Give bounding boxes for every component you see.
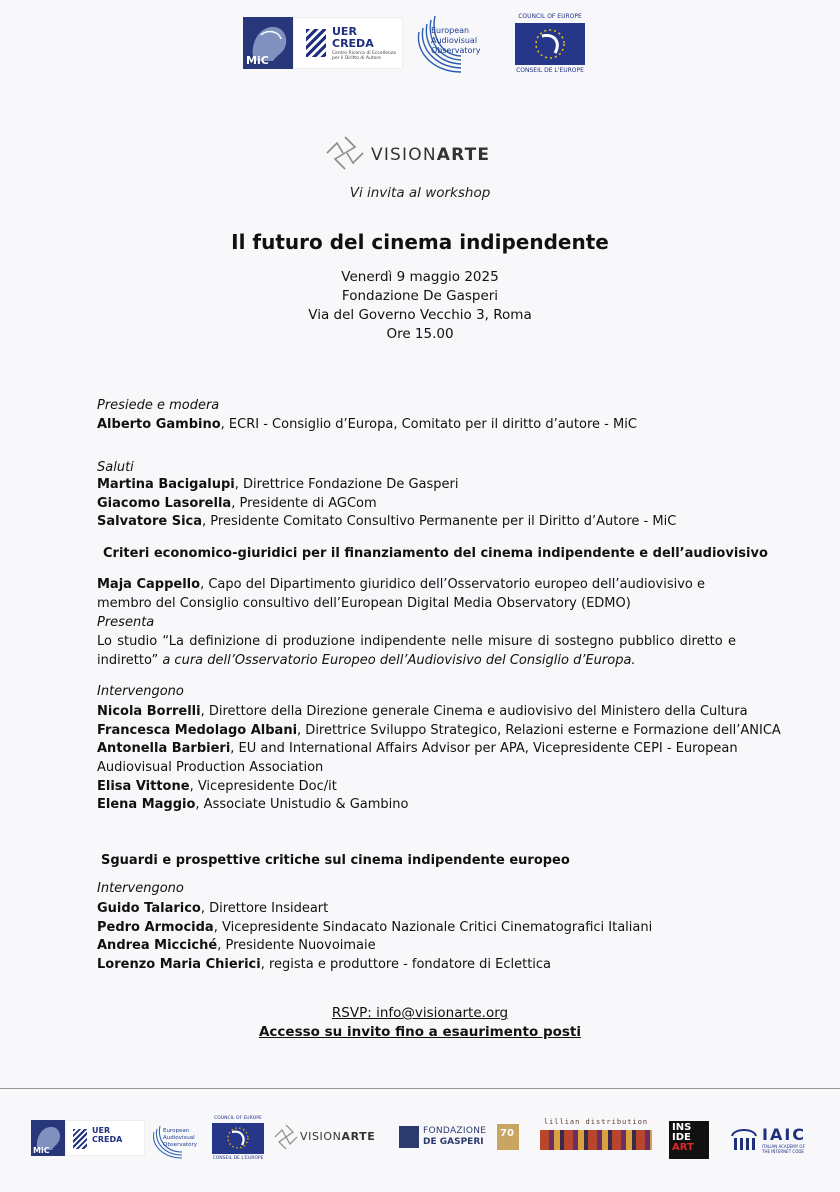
session2-title: Sguardi e prospettive critiche sul cinema indipendente europeo <box>101 853 570 868</box>
session1-speakers-label: Intervengono <box>97 684 184 699</box>
footer-coe-flag-icon <box>212 1123 264 1154</box>
footer-distribution-logo: lillian distribution <box>540 1118 652 1154</box>
page-title: Il futuro del cinema indipendente <box>231 230 609 254</box>
rsvp-line[interactable] <box>0 1005 840 1021</box>
session2-person: Andrea Micciché, Presidente Nuovoimaie <box>97 938 376 953</box>
greeting-person: Salvatore Sica, Presidente Comitato Consultivo Permanente per il Diritto d’Autore - MiC <box>97 514 677 529</box>
greeting-person: Martina Bacigalupi, Direttrice Fondazione De Gasperi <box>97 477 459 492</box>
distribution-film-strip-icon <box>540 1130 652 1150</box>
european-audiovisual-observatory-logo <box>413 12 503 74</box>
coe-top-label: COUNCIL OF EUROPE <box>518 13 582 20</box>
session1-person: Elisa Vittone, Vicepresidente Doc/it <box>97 779 337 794</box>
event-venue: Fondazione De Gasperi <box>341 288 499 304</box>
iaic-building-icon <box>728 1124 760 1154</box>
visionarte-logo <box>325 135 495 171</box>
greetings-label: Saluti <box>97 460 134 475</box>
session1-person: Antonella Barbieri, EU and International Affairs Advisor per APA, Vicepresidente CEPI - European <box>97 741 738 756</box>
session2-person: Guido Talarico, Direttore Insideart <box>97 901 329 916</box>
study-line-2: indiretto” a cura dell’Osservatorio Europeo dell’Audiovisivo del Consiglio d’Europa. <box>97 653 636 668</box>
footer-uer-logo: UER CREDA <box>65 1120 145 1156</box>
session1-person-cont: Audiovisual Production Association <box>97 760 324 775</box>
session1-speaker: Maja Cappello, Capo del Dipartimento giuridico dell’Osservatorio europeo dell’audiovisivo e <box>97 577 705 592</box>
access-note: Accesso su invito fino a esaurimento posti <box>258 1024 581 1040</box>
council-of-europe-logo <box>512 13 588 75</box>
session1-person: Nicola Borrelli, Direttore della Direzione generale Cinema e audiovisivo del Ministero della Cultura <box>97 704 748 719</box>
footer-mic-logo: MiC <box>31 1120 65 1156</box>
chair-line: Alberto Gambino, ECRI - Consiglio d’Europa, Comitato per il diritto d’autore - MiC <box>97 417 637 432</box>
footer-visionarte-logo: VISIONARTE <box>273 1123 383 1151</box>
footer-fondazione-de-gasperi-logo: FONDAZIONE DE GASPERI <box>399 1124 489 1150</box>
session1-person: Francesca Medolago Albani, Direttrice Sviluppo Strategico, Relazioni esterne e Formazione dell’ANICA <box>97 723 781 738</box>
footer-70-badge: 70 <box>497 1124 519 1150</box>
uer-stripes-icon <box>306 29 326 57</box>
footer-uer-stripes-icon <box>73 1129 87 1149</box>
fdg-emblem-icon <box>399 1126 419 1148</box>
session2-speakers-label: Intervengono <box>97 881 184 896</box>
mic-logo <box>243 17 293 69</box>
rsvp-link[interactable]: RSVP: info@visionarte.org <box>331 1005 509 1021</box>
footer-eao-logo: European Audiovisual Observatory <box>150 1118 205 1160</box>
coe-flag-icon <box>515 23 585 65</box>
eao-text: European Audiovisual Observatory <box>431 26 481 55</box>
chair-label: Presiede e modera <box>97 398 220 413</box>
footer-visionarte-spiral-icon <box>273 1123 299 1151</box>
session1-speaker-role-cont: membro del Consiglio consultivo dell’European Digital Media Observatory (EDMO) <box>97 596 631 611</box>
mic-label: MiC <box>246 54 269 67</box>
event-address: Via del Governo Vecchio 3, Roma <box>308 307 532 323</box>
footer-insideart-logo: INS IDE ART <box>669 1121 709 1159</box>
session2-person: Lorenzo Maria Chierici, regista e produttore - fondatore di Eclettica <box>97 957 552 972</box>
presenta-label: Presenta <box>97 615 155 630</box>
visionarte-spiral-icon <box>325 135 365 171</box>
session2-person: Pedro Armocida, Vicepresidente Sindacato Nazionale Critici Cinematografici Italiani <box>97 920 653 935</box>
uer-creda-logo <box>293 17 403 69</box>
footer-iaic-logo: IAIC ITALIAN ACADEMY OF THE INTERNET CODE <box>728 1123 810 1155</box>
uer-title: UER CREDA <box>332 25 374 50</box>
footer-coe-logo: COUNCIL OF EUROPE CONSEIL DE L'EUROPE <box>212 1116 264 1161</box>
session1-person: Elena Maggio, Associate Unistudio & Gambino <box>97 797 409 812</box>
coe-bottom-label: CONSEIL DE L'EUROPE <box>516 67 584 74</box>
visionarte-wordmark: VISIONARTE <box>371 145 491 165</box>
event-date: Venerdì 9 maggio 2025 <box>341 269 499 285</box>
uer-desc: Centro Ricerca di Eccellenza per il Diritto di Autore <box>332 51 396 61</box>
session1-title: Criteri economico-giuridici per il finanziamento del cinema indipendente e dell’audiovisivo <box>103 546 768 561</box>
invite-text: Vi invita al workshop <box>349 185 491 201</box>
greeting-person: Giacomo Lasorella, Presidente di AGCom <box>97 496 377 511</box>
footer-divider <box>0 1088 840 1089</box>
study-line-1: Lo studio “La definizione di produzione indipendente nelle misure di sostegno pubblico diretto e <box>97 634 736 649</box>
event-time: Ore 15.00 <box>386 326 454 342</box>
